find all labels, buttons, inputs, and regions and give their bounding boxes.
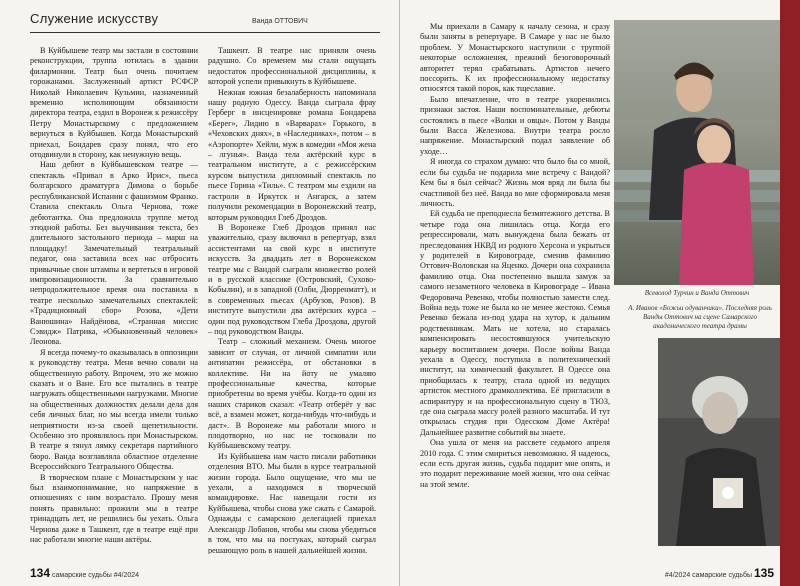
paragraph: Она ушла от меня на рассвете седьмого апреля 2010 года. С этим смириться невозможно. Я надеюсь, если есть другая жизнь, судьба подарит мне опять, и это подарит переживание моей жизни, что она сейчас на этой земле. bbox=[420, 438, 610, 489]
photo-caption-bottom: А. Иванов «Божьи одуванчики». Последняя роль Ванды Оттович на сцене Самарского академического театра драмы bbox=[628, 304, 772, 330]
photo-couple bbox=[614, 20, 780, 285]
paragraph: Мы приехали в Самару к началу сезона, и сразу были заняты в репертуаре. В Самаре у нас не было проблем. У Монастырского наступили с труппой некоторые осложнения, прежний безоговорочный авторитет терял срабатывать. Артистов нечего поссорить. К их профессиональному недостатку относятся такой порок, как тщеславие. bbox=[420, 22, 610, 94]
photo-actress-image bbox=[658, 338, 780, 546]
paragraph: В Воронеже Глеб Дроздов принял нас уважительно, сразу включил в репертуар, взял ассистентами на свой курс в институте искусств. За двадцать лет в Воронежском театре мы с Вандой сыграли множество ролей и в русской классике (Островский, Сухово-Кобылин), и в западной (Олби, Дюрренматт), и в современных пьесах (Арбузов, Розов). В институте выпустили два актёрских курса – один под руководством Глеба Дроздова, другой – под руководством Ванды. bbox=[208, 222, 376, 336]
paragraph: Было впечатление, что в театре укоренились признаки застоя. Наши воспоминательные, дебюты состоялись в пьесе «Волки и овцы». Потом у Ванды были Васса Железнова. Внутри театра росло напряжение. Монастырский подал заявление об уходе… bbox=[420, 94, 610, 156]
author-name: Ванда ОТТОВИЧ bbox=[252, 18, 308, 25]
paragraph: Нежная южная безалаберность напоминала нашу родную Одессу. Ванда сыграла фрау Герберг в инсценировке романа Бондарева «Берег», Лидию в «Варварах» Горького, в «Чеховских днях», в «Наследниках», потом – в «Аэропорте» Хейли, муж в комедии «Моя жена – лгунья». Ванда тела актёрский курс в театральном институте, а с режиссёрским курсом выпустила дипломный спектакль по пьесе Горина «Тиль». С театром мы ездили на гастроли в Иркутск и Ангарск, а затем получили рекомендации в Воронежский театр, которым руководил Глеб Дроздов. bbox=[208, 87, 376, 222]
paragraph: Ташкент. В театре нас приняли очень радушно. Со временем мы стали ощущать недостаток профессиональной дисциплины, к которой успели привыкнуть в Куйбышеве. bbox=[208, 46, 376, 87]
paragraph: Театр – сложный механизм. Очень многое зависит от случая, от личной симпатии или антипатии режиссёра, от обстановки в коллективе. Ни на йоту не умаляю профессиональные качества, которые приобретены во время учёбы. Когда-то один из наших стариков сказал: «Театр отберёт у вас всё, а взамен может, когда-нибудь что-нибудь и даст». В Воронеже мы работали много и плодотворно, но нас не тосковали по Куйбышевскому театру. bbox=[208, 337, 376, 451]
page-number-right: 135 bbox=[753, 566, 774, 580]
page-footer-right bbox=[665, 566, 774, 580]
page-footer-left bbox=[30, 566, 139, 580]
page-header bbox=[30, 10, 380, 33]
magazine-title: самарские судьбы #4/2024 bbox=[51, 572, 140, 579]
accent-bar bbox=[780, 0, 800, 586]
paragraph: Из Куйбышева нам часто писали работники отделения ВТО. Мы были в курсе театральной жизни города. Было ощущение, что мы не уехали, а находимся в творческой командировке. Нас навещали гости из Куйбышева, чтобы снова ужe сжать с Самарой. Однажды с самарскою делегацией приехал Александр Лобанов, чтобы мы снова убедиться в том, что мы на постуках, который сыграл решающую роль в нашей дальнейшей жизни. bbox=[208, 451, 376, 554]
photo-caption-top: Всеволод Турчин и Ванда Оттович bbox=[644, 289, 750, 297]
paragraph: В Куйбышеве театр мы застали в состоянии реконструкции, труппа ютилась в здании филармонии. Театр был очень почитаем горожанами. Заслуженный артист РСФСР Николай Николаевич Кузьмин, назначенный временно исполняющим обязанности директора театра, ездил в Воронеж к режиссёру Петру Монастырскому с предложением вернуться в Куйбышев. Когда Монастырский приехал, Бондарев сразу понял, что его отодвинули в сторону, как ненужную вещь. bbox=[30, 46, 198, 160]
text-column-1 bbox=[30, 46, 198, 554]
section-title: Служение искусству bbox=[30, 11, 159, 26]
paragraph: Наш дебют в Куйбышевском театре — спектакль «Привал в Арко Ирис», пьеса болгарского драматурга Димова о борьбе республиканской Испании с фашизмом Франко. Ставила спектакль Ольга Чернова, тоже дебютантка. Она предложила труппе метод этюдной работы. Без выучивания текста, без длительного застольного периода – марш на площадку! Замечательный театральный педагог, она заставила всех нас отбросить привычные свои штампы и вертеться в игровой импровизационности. За сравнительно непродолжительное время она поставила в театре несколько замечательных спектаклей: «Традиционный сбор» Розова, «Дети Ванюшина» Найдёнова, «Странная миссис Сэвидж» Патрика, «Обыкновенный человек» Леонова. bbox=[30, 160, 198, 347]
paragraph: В творческом плане с Монастырским у нас был взаимопонимание, но напряжение в отношениях с ним возрастало. Прошу меня понять правильно: прожили мы в театре тринадцать лет, не решились бы уехать. Ольга Чернова даже в Ташкент, где в театре ещё при нас работали многие наши актёры. bbox=[30, 472, 198, 545]
photo-couple-image bbox=[614, 20, 780, 285]
photo-actress bbox=[658, 338, 780, 546]
right-page bbox=[400, 0, 800, 586]
text-column-3 bbox=[420, 22, 610, 562]
paragraph: Ей судьба не преподнесла безмятежного детства. В четыре года она лишилась отца. Когда его репрессировали, мать вынуждена была бежать от преследования НКВД из родного Херсона и укрыться у родителей в Кировограде, сменив фамилию Оттович-Воловская на Яценко. Дочери она сохранила фамилию отца. Она постепенно вышла замуж за самого незаметного человека в Кировограде – Ивана Федоровича Ревенко, чтобы полностью замести след. Война ведь тоже не была ко не менее жестоко. Семья Ревенко бежала из-под удара на хутор, к дальним родственникам. Мать не хотела, но старалась компенсировать несостоявшуюся учительскую карьеру воспитанием дочери. После войны Ванда уехала в Одессу, поступила в политехнический институт, на химический факультет. В Одессе она приобщилась к театру, стала одной из ведущих артисток местного драмколлектива. Её пригласили в аспирантуру и на профессиональную сцену в ТЮЗ, где она сыграла массу ролей разного масштаба. И тут открылась студия при Одесском Доме Актёра! Дальнейшее развитие событий вы знаете. bbox=[420, 209, 610, 437]
magazine-title-right: #4/2024 самарские судьбы bbox=[664, 572, 753, 579]
paragraph: Я иногда со страхом думаю: что было бы со мной, если бы судьба не подарила мне встречу с Вандой? Кем бы я был сейчас? Жизнь моя вряд ли была бы счастливой без неё. Ванда во мне сформировала меня личность. bbox=[420, 157, 610, 208]
text-column-2 bbox=[208, 46, 376, 554]
page-number: 134 bbox=[30, 566, 51, 580]
paragraph: Я всегда почему-то оказывалась в оппозиции к руководству театра. Меня вечно совали на общественную работу. Впрочем, это же можно сказать и о Ване. Его все пытались в театре нагружать общественными нагрузками. Многие на общественных должностях делали дела для себя личных благ, но мы всегда имели только неприятности из-за своей щепетильности. Особенно это проявлялось при Монастырском. В театре я тянул лямку секретаря партийного бюро. Ванда возглавляла областное отделение Всероссийского Театрального Общества. bbox=[30, 347, 198, 472]
